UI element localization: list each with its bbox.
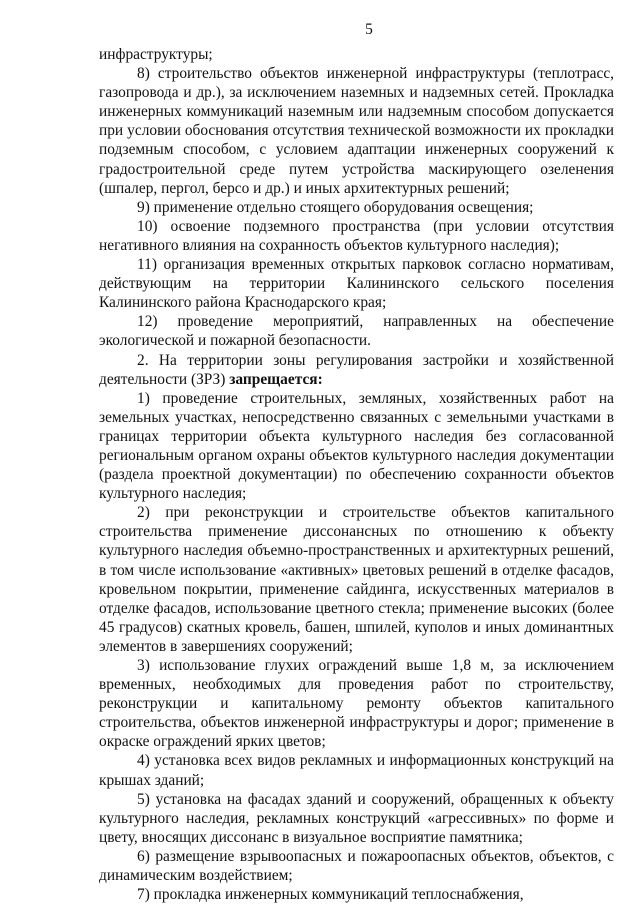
paragraph-item-12: 12) проведение мероприятий, направленных на обеспечение экологической и пожарной безопасности. <box>99 313 614 350</box>
prohibition-item-2: 2) при реконструкции и строительстве объектов капитального строительства применение диссонансных по отношению к объекту культурного наследия объемно-пространственных и архитектурных решений, в том числе использование «активных» цветовых решений в отделке фасадов, кровельном покрытии, применение сайдинга, искусственных материалов в отделке фасадов, использование цветного стекла; применение высоких (более 45 градусов) скатных кровель, башен, шпилей, куполов и иных доминантных элементов в завершениях сооружений; <box>99 504 614 655</box>
section-2-text: 2. На территории зоны регулирования застройки и хозяйственной деятельности (ЗРЗ) <box>99 351 614 388</box>
prohibition-item-3: 3) использование глухих ограждений выше 1,8 м, за исключением временных, необходимых для проведения работ по строительству, реконструкции и капитальному ремонту объектов капитального строительства, объектов инженерной инфраструктуры и дорог; применение в окраске ограждений ярких цветов; <box>99 657 614 751</box>
document-body <box>99 45 614 904</box>
paragraph-section-2 <box>99 351 614 389</box>
prohibition-item-5: 5) установка на фасадах зданий и сооружений, обращенных к объекту культурного наследия, рекламных конструкций «агрессивных» по форме и цвету, вносящих диссонанс в визуальное восприятие памятника; <box>99 790 614 846</box>
paragraph-item-10: 10) освоение подземного пространства (при условии отсутствия негативного влияния на сохранность объектов культурного наследия); <box>99 217 614 254</box>
prohibition-item-1: 1) проведение строительных, земляных, хозяйственных работ на земельных участках, непосредственно связанных с земельными участками в границах территории объекта культурного наследия без согласованной региональным органом охраны объектов культурного наследия документации (раздела проектной документации) по обеспечению сохранности объектов культурного наследия; <box>99 389 614 503</box>
prohibition-item-6: 6) размещение взрывоопасных и пожароопасных объектов, объектов, с динамическим воздействием; <box>99 847 614 885</box>
paragraph-item-9: 9) применение отдельно стоящего оборудования освещения; <box>137 198 534 216</box>
paragraph-continuation: инфраструктуры; <box>99 46 213 63</box>
section-2-bold-keyword: запрещается: <box>229 370 323 388</box>
prohibition-item-4: 4) установка всех видов рекламных и информационных конструкций на крышах зданий; <box>99 752 614 789</box>
prohibition-item-7: 7) прокладка инженерных коммуникаций теплоснабжения, <box>137 886 524 904</box>
paragraph-item-11: 11) организация временных открытых парковок согласно нормативам, действующим на территории Калининского сельского поселения Калининского района Краснодарского края; <box>99 256 614 312</box>
page-number: 5 <box>365 21 373 38</box>
paragraph-item-8: 8) строительство объектов инженерной инфраструктуры (теплотрасс, газопровода и др.), за исключением наземных и надземных сетей. Прокладка инженерных коммуникаций наземным или надземным способом допускается при условии обоснования отсутствия технической возможности их прокладки подземным способом, с условием адаптации инженерных сооружений к градостроительной среде путем устройства маскирующего озеленения (шпалер, пергол, берсо и др.) и иных архитектурных решений; <box>99 65 614 197</box>
